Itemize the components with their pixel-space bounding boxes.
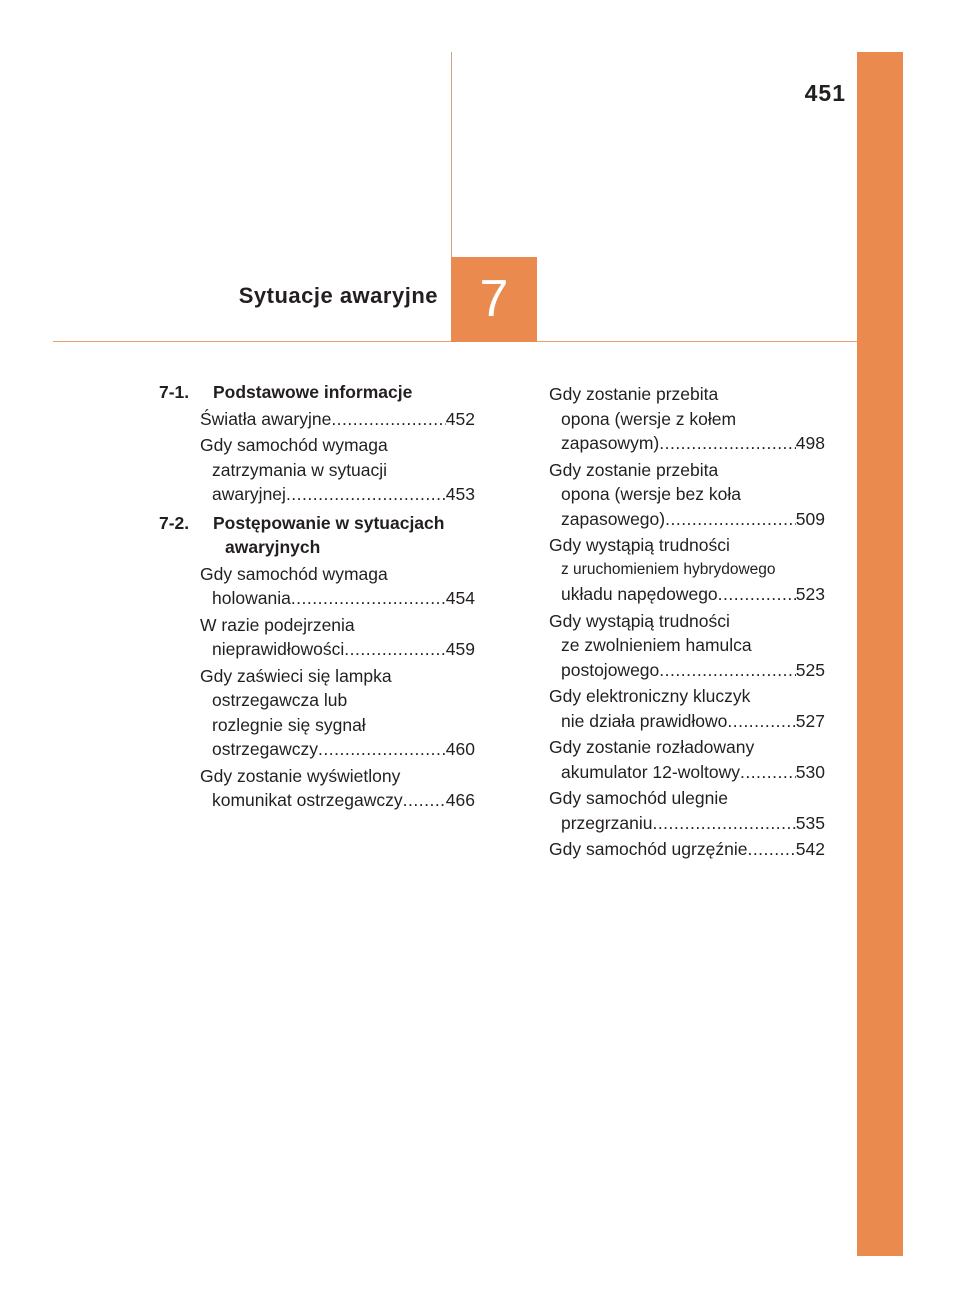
dot-leader <box>291 586 446 611</box>
toc-entry[interactable] <box>549 837 825 862</box>
toc-page-number[interactable]: 453 <box>445 484 475 504</box>
toc-entry[interactable] <box>159 433 475 507</box>
toc-entry-text: ostrzegawczy <box>212 739 319 759</box>
toc-entry[interactable] <box>549 458 825 532</box>
toc-entry-text: postojowego <box>561 659 660 680</box>
toc-entry-text: Gdy zostanie wyświetlony <box>200 765 401 786</box>
toc-right-column <box>549 380 825 862</box>
toc-entry-last-line <box>200 482 475 507</box>
toc-entry-text: Gdy samochód wymaga <box>200 563 388 584</box>
toc-entry-text: holowania <box>212 588 291 608</box>
toc-entry-text: nie działa prawidłowo <box>561 710 728 731</box>
toc-entry-last-line <box>200 737 475 762</box>
toc-section-heading <box>159 380 475 405</box>
chapter-side-tab <box>857 52 903 1256</box>
header-vertical-rule <box>451 52 452 257</box>
toc-entry-last-line <box>549 811 825 836</box>
toc-entry-text: Gdy wystąpią trudności <box>549 610 730 631</box>
section-title <box>213 511 475 560</box>
section-title-line: awaryjnych <box>225 537 321 557</box>
toc-page-number[interactable]: 527 <box>795 710 825 731</box>
toc-entry[interactable] <box>549 735 825 784</box>
toc-entry-text: zapasowym) <box>561 433 660 453</box>
toc-page-number[interactable]: 530 <box>795 761 825 782</box>
toc-page-number[interactable]: 498 <box>795 433 825 453</box>
toc-page-number[interactable]: 460 <box>445 739 475 759</box>
toc-entry[interactable] <box>159 613 475 662</box>
toc-entry-last-line <box>200 586 475 611</box>
toc-page-number[interactable]: 459 <box>445 639 475 659</box>
toc-entry-text: zatrzymania w sytuacji <box>212 459 388 480</box>
section-number: 7-2. <box>159 512 190 533</box>
toc-entry[interactable] <box>159 562 475 611</box>
dot-leader <box>718 582 796 607</box>
section-title-line: Podstawowe informacje <box>213 382 413 402</box>
toc-entry-last-line <box>549 658 825 683</box>
toc-entry-text: Gdy zaświeci się lampka <box>200 665 392 686</box>
toc-entry-text: Światła awaryjne <box>200 408 332 429</box>
dot-leader <box>659 658 796 683</box>
toc-entry[interactable] <box>159 407 475 432</box>
toc-left-column <box>159 380 475 813</box>
dot-leader <box>740 760 796 785</box>
dot-leader <box>344 637 446 662</box>
toc-entry-text: rozlegnie się sygnał <box>212 714 366 735</box>
dot-leader <box>727 709 795 734</box>
page-number: 451 <box>804 80 846 106</box>
toc-entry-last-line <box>549 582 825 607</box>
toc-entry[interactable] <box>549 684 825 733</box>
dot-leader <box>286 482 446 507</box>
toc-page-number[interactable]: 535 <box>795 812 825 833</box>
dot-leader <box>331 407 445 432</box>
toc-entry[interactable] <box>549 786 825 835</box>
toc-entry-text: Gdy elektroniczny kluczyk <box>549 686 751 706</box>
toc-entry-text: przegrzaniu <box>561 812 653 833</box>
toc-entry-text: Gdy wystąpią trudności <box>549 535 730 555</box>
toc-entry-text: Gdy samochód wymaga <box>200 435 388 455</box>
toc-entry-last-line <box>549 507 825 532</box>
chapter-number-box: 7 <box>451 257 537 342</box>
toc-entry-text: Gdy samochód ugrzęźnie <box>549 839 748 859</box>
section-title <box>213 380 475 405</box>
toc-entry[interactable] <box>159 764 475 813</box>
toc-entry-text: Gdy zostanie przebita <box>549 384 719 404</box>
dot-leader <box>318 737 446 762</box>
toc-entry[interactable] <box>549 533 825 607</box>
toc-page-number[interactable]: 523 <box>795 584 825 604</box>
toc-entry-text: Gdy zostanie rozładowany <box>549 737 755 757</box>
dot-leader <box>652 811 795 836</box>
toc-entry-text: Gdy samochód ulegnie <box>549 788 728 808</box>
toc-entry-last-line <box>549 431 825 456</box>
toc-page-number[interactable]: 466 <box>445 790 475 810</box>
toc-entry-last-line <box>200 788 475 813</box>
toc-entry-text: zapasowego) <box>561 508 666 529</box>
toc-entry-text: opona (wersje bez koła <box>561 484 741 504</box>
toc-page-number[interactable]: 542 <box>795 839 825 859</box>
toc-page-number[interactable]: 452 <box>445 408 475 429</box>
toc-entry-last-line <box>200 637 475 662</box>
toc-entry-text: opona (wersje z kołem <box>561 408 737 429</box>
toc-page-number[interactable]: 509 <box>795 508 825 529</box>
toc-entry-text: Gdy zostanie przebita <box>549 459 719 480</box>
toc-entry-text: W razie podejrzenia <box>200 614 355 635</box>
section-title-line: Postępowanie w sytuacjach <box>213 512 445 533</box>
toc-page-number[interactable]: 454 <box>445 588 475 608</box>
toc-entry-text: ze zwolnieniem hamulca <box>561 635 752 655</box>
toc-entry-text: z uruchomieniem hybrydowego <box>561 560 776 578</box>
toc-entry[interactable] <box>549 609 825 683</box>
toc-entry-text: nieprawidłowości <box>212 639 345 659</box>
toc-entry-last-line <box>549 837 825 862</box>
dot-leader <box>403 788 446 813</box>
toc-entry-text: komunikat ostrzegawczy <box>212 790 403 810</box>
toc-entry-text: ostrzegawcza lub <box>212 690 348 710</box>
toc-entry-last-line <box>549 709 825 734</box>
toc-entry-text: akumulator 12-woltowy <box>561 761 740 782</box>
toc-section-heading <box>159 511 475 560</box>
toc-entry[interactable] <box>549 382 825 456</box>
toc-page-number[interactable]: 525 <box>795 659 825 680</box>
toc-entry[interactable] <box>159 664 475 762</box>
toc-entry-text: układu napędowego <box>561 584 718 604</box>
dot-leader <box>665 507 796 532</box>
section-number: 7-1. <box>159 382 190 402</box>
dot-leader <box>659 431 796 456</box>
toc-entry-last-line <box>200 407 475 432</box>
toc-entry-last-line <box>549 760 825 785</box>
chapter-title: Sytuacje awaryjne <box>238 283 438 308</box>
toc-entry-text: awaryjnej <box>212 484 286 504</box>
dot-leader <box>747 837 795 862</box>
